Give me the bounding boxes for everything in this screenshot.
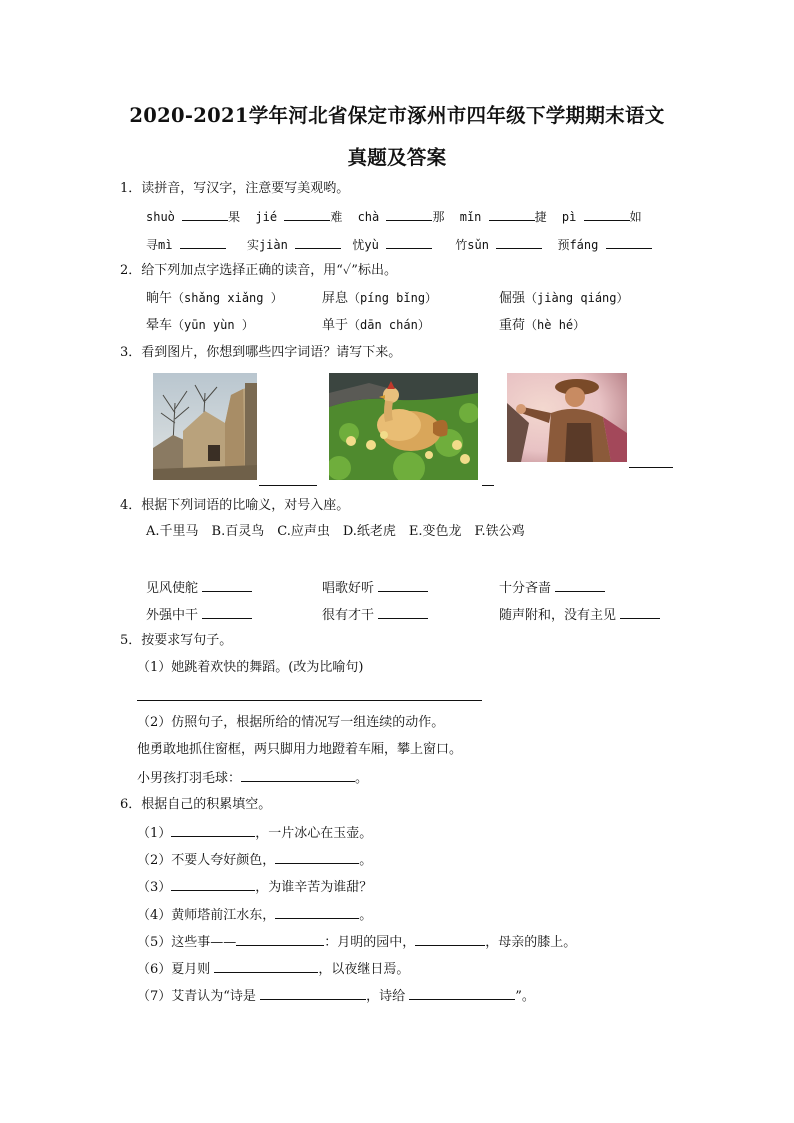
q2-item-5[interactable] (322, 316, 430, 335)
q1-r1-py5: pì (561, 210, 577, 224)
q6-s4-post: 。 (359, 908, 373, 923)
q2-word: 晌午 (146, 291, 173, 306)
q1-r2-char1: 寻 (146, 238, 159, 252)
q4-item-5 (322, 605, 428, 625)
q3-answer-line-2[interactable] (482, 485, 494, 486)
q2-item-4[interactable] (146, 316, 254, 335)
q1-r1-py4: mǐn (459, 210, 482, 224)
q1-r2-py5: fáng (569, 238, 599, 252)
q1-r2-blank1[interactable] (180, 235, 226, 249)
q5-example: 他勇敢地抓住窗框，两只脚用力地蹬着车厢，攀上窗口。 (137, 742, 463, 757)
q6-s7-blank-2[interactable] (409, 986, 515, 1000)
q1-r2-blank3[interactable] (386, 235, 432, 249)
q6-s7-pre: （7）艾青认为“诗是 (137, 989, 261, 1004)
q6-s3-post: ，为谁辛苦为谁甜？ (255, 880, 373, 895)
q5-prompt-line (137, 768, 368, 788)
q6-s6-blank[interactable] (214, 959, 318, 973)
q4-item-label: 十分吝啬 (499, 581, 552, 596)
q1-r1-blank2[interactable] (284, 207, 330, 221)
q6-s6 (137, 959, 409, 979)
q6-stem: 6．根据自己的积累填空。 (120, 797, 272, 812)
q2-opts: （yūn yùn ） (172, 318, 254, 332)
q6-s2-post: 。 (359, 853, 373, 868)
q6-s3-pre: （3） (137, 880, 172, 895)
q1-stem: 1．读拼音，写汉字，注意要写美观哟。 (120, 181, 350, 196)
q4-item-label: 随声附和，没有主见 (499, 608, 617, 623)
q1-r2-py1: mì (158, 238, 173, 252)
q6-s1-blank[interactable] (171, 823, 255, 837)
q6-s3 (137, 877, 372, 897)
q1-r1-py3: chà (357, 210, 380, 224)
q1-r1-char1: 果 (228, 210, 241, 224)
q1-r1-char4: 捷 (534, 210, 547, 224)
q4-answer-blank[interactable] (202, 605, 252, 619)
q6-s5-mid1: ：月明的园中， (324, 935, 416, 950)
page-title: 2020-2021学年河北省保定市涿州市四年级下学期期末语文 (129, 104, 665, 127)
q2-opts: （dān chán） (348, 318, 430, 332)
q4-options: A.千里马 B.百灵鸟 C.应声虫 D.纸老虎 E.变色龙 F.铁公鸡 (146, 524, 525, 539)
q1-r1-py2: jié (255, 210, 278, 224)
q2-opts: （shǎng xiǎng ） (172, 291, 283, 305)
q2-word: 晕车 (146, 318, 173, 333)
q1-r2-py3: yù (364, 238, 379, 252)
q1-r1-blank1[interactable] (182, 207, 228, 221)
q1-r2-char2: 实 (246, 238, 259, 252)
q6-s5-pre: （5）这些事—— (137, 935, 237, 950)
q1-r2-char5: 预 (557, 238, 570, 252)
page-title-line2: 真题及答案 (347, 146, 447, 169)
q4-item-3 (499, 578, 605, 598)
q6-s5-mid2: ，母亲的膝上。 (485, 935, 577, 950)
q5-prompt: 小男孩打羽毛球： (137, 771, 242, 786)
q3-stem: 3．看到图片，你想到哪些四字词语？请写下来。 (120, 345, 402, 360)
q5-stem: 5．按要求写句子。 (120, 633, 233, 648)
q3-answer-line-3[interactable] (629, 467, 673, 468)
q4-item-label: 见风使舵 (146, 581, 199, 596)
q5-answer-line-1[interactable] (137, 700, 482, 701)
q6-s7 (137, 986, 535, 1006)
q4-answer-blank[interactable] (202, 578, 252, 592)
q5-answer-blank[interactable] (241, 768, 355, 782)
q2-word: 重荷 (499, 318, 526, 333)
q6-s1 (137, 823, 372, 843)
q2-item-6[interactable] (499, 316, 585, 335)
q6-s5-blank-1[interactable] (236, 932, 324, 946)
q1-r2-blank5[interactable] (606, 235, 652, 249)
q1-r1-char2: 难 (330, 210, 343, 224)
q4-item-4 (146, 605, 252, 625)
q2-word: 倔强 (499, 291, 526, 306)
q1-row1 (146, 207, 642, 226)
hero-figure-image (507, 373, 627, 462)
q1-r2-char4: 竹 (455, 238, 468, 252)
q2-word: 单于 (322, 318, 349, 333)
q1-r2-blank2[interactable] (295, 235, 341, 249)
q5-sub1: （1）她跳着欢快的舞蹈。(改为比喻句) (137, 660, 364, 675)
q6-s6-pre: （6）夏月则 (137, 962, 215, 977)
q3-answer-line-1[interactable] (259, 485, 317, 486)
q1-r1-char3: 那 (432, 210, 445, 224)
q4-answer-blank[interactable] (378, 605, 428, 619)
q2-item-3[interactable] (499, 289, 629, 308)
q6-s4 (137, 905, 372, 925)
hen-chicks-image (329, 373, 478, 480)
q6-s6-post: ，以夜继日焉。 (318, 962, 410, 977)
q1-r1-blank5[interactable] (584, 207, 630, 221)
q1-r2-py2: jiàn (258, 238, 288, 252)
q1-r1-py1: shuò (146, 210, 175, 224)
q6-s7-blank-1[interactable] (260, 986, 366, 1000)
q6-s5-blank-2[interactable] (415, 932, 485, 946)
q5-sub2: （2）仿照句子，根据所给的情况写一组连续的动作。 (137, 715, 445, 730)
q4-item-label: 外强中干 (146, 608, 199, 623)
q1-r1-blank3[interactable] (386, 207, 432, 221)
q2-opts: （píng bǐng） (348, 291, 438, 305)
q2-opts: （hè hé） (525, 318, 586, 332)
q2-item-1[interactable] (146, 289, 283, 308)
q2-stem: 2．给下列加点字选择正确的读音，用“✓”标出。 (120, 263, 397, 278)
q1-r2-blank4[interactable] (496, 235, 542, 249)
q2-word: 屏息 (322, 291, 349, 306)
q4-answer-blank[interactable] (378, 578, 428, 592)
q6-s5 (137, 932, 576, 952)
ruined-house-image (153, 373, 257, 480)
q6-s2 (137, 850, 372, 870)
q6-s2-blank[interactable] (275, 850, 359, 864)
q6-s7-post: ”。 (515, 989, 535, 1004)
q1-r2-char3: 忧 (352, 238, 365, 252)
q4-answer-blank[interactable] (555, 578, 605, 592)
q6-s2-pre: （2）不要人夸好颜色， (137, 853, 276, 868)
q6-s1-pre: （1） (137, 826, 172, 841)
q1-r1-char5: 如 (629, 210, 642, 224)
q1-r1-blank4[interactable] (489, 207, 535, 221)
q6-s3-blank[interactable] (171, 877, 255, 891)
q4-item-label: 唱歌好听 (322, 581, 375, 596)
q1-r2-py4: sǔn (467, 238, 489, 252)
q4-answer-blank[interactable] (620, 605, 660, 619)
q4-stem: 4．根据下列词语的比喻义，对号入座。 (120, 498, 350, 513)
q6-s4-pre: （4）黄师塔前江水东， (137, 908, 276, 923)
q4-item-label: 很有才干 (322, 608, 375, 623)
q6-s1-post: ，一片冰心在玉壶。 (255, 826, 373, 841)
q5-end: 。 (355, 771, 369, 786)
q2-item-2[interactable] (322, 289, 437, 308)
q2-opts: （jiàng qiáng） (525, 291, 629, 305)
q6-s7-mid: ，诗给 (366, 989, 410, 1004)
q4-item-6 (499, 605, 660, 625)
q1-row2 (146, 235, 652, 254)
q4-item-1 (146, 578, 252, 598)
q4-item-2 (322, 578, 428, 598)
q6-s4-blank[interactable] (275, 905, 359, 919)
